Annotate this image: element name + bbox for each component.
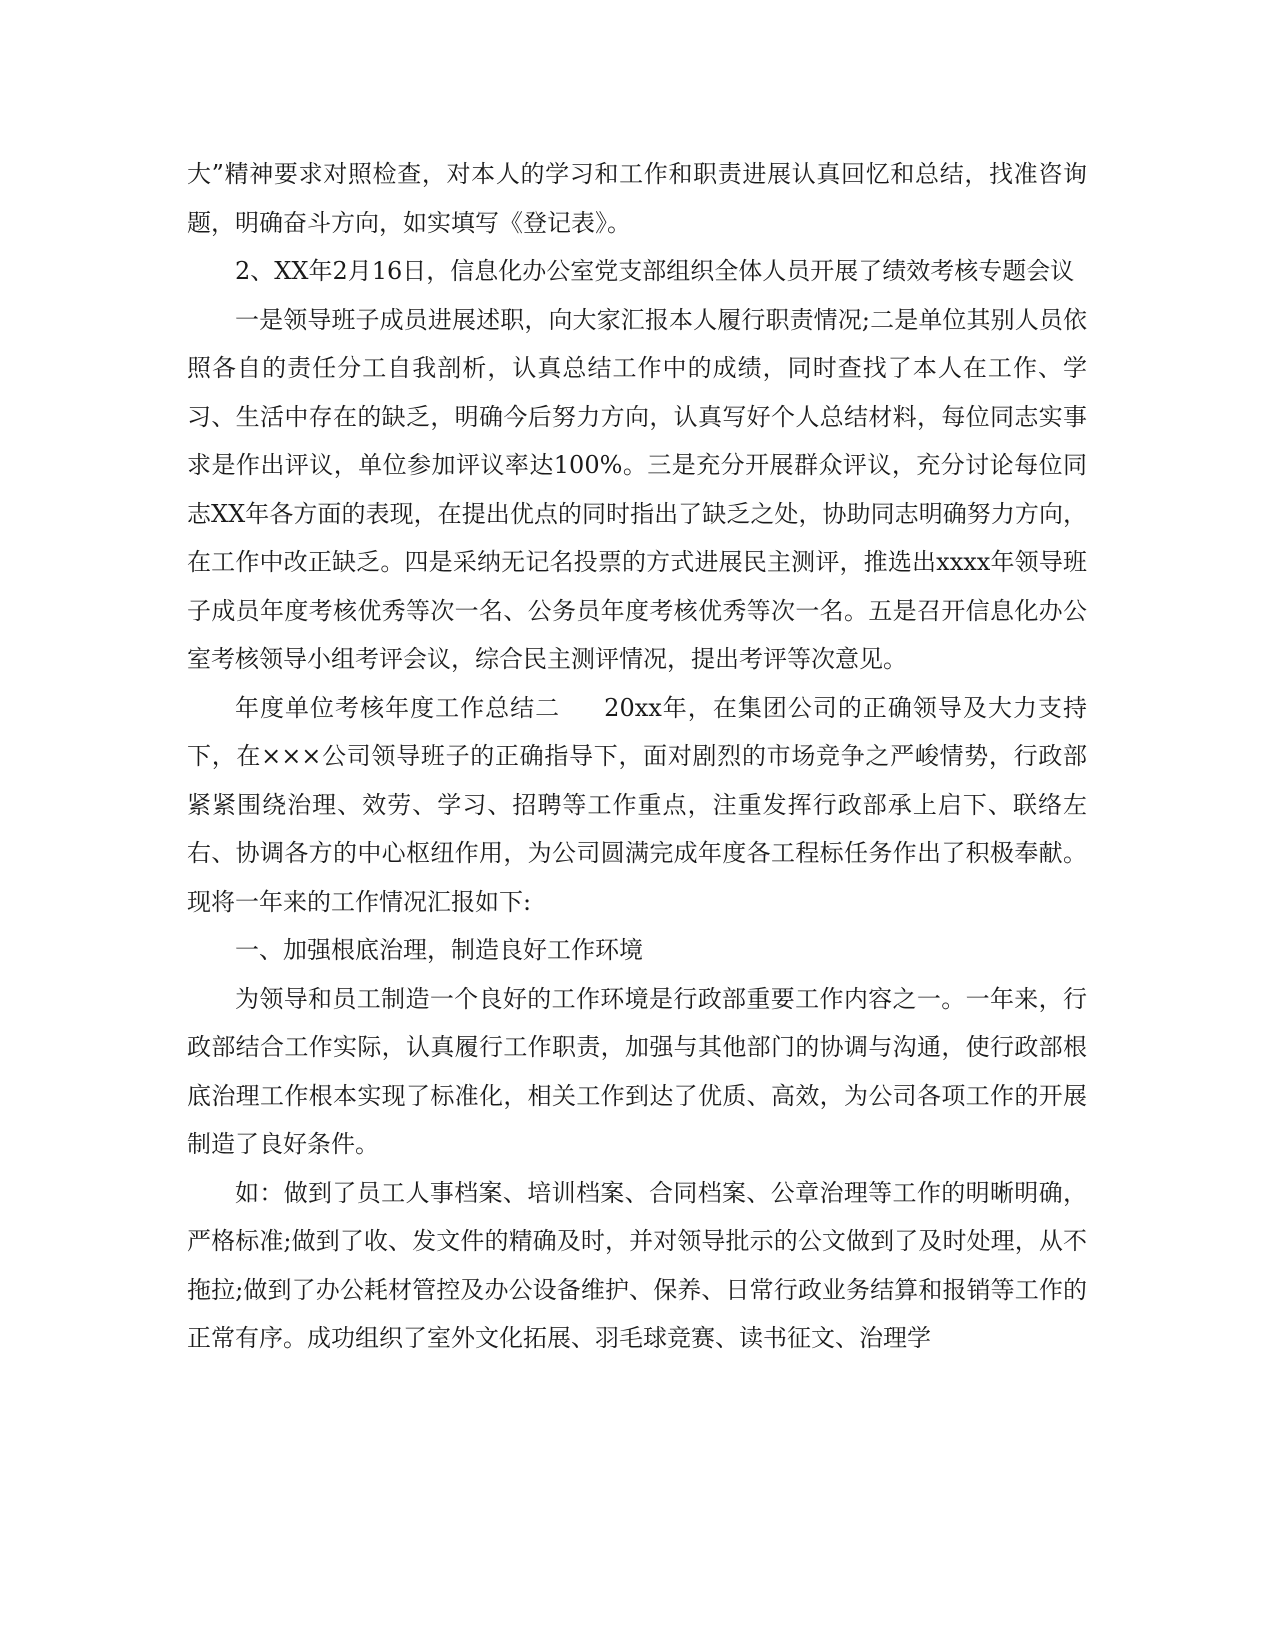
paragraph-meeting-details: 一是领导班子成员进展述职，向大家汇报本人履行职责情况;二是单位其别人员依照各自的责任分工自我剖析，认真总结工作中的成绩，同时查找了本人在工作、学习、生活中存在的缺乏，明确今后努力方向，认真写好个人总结材料，每位同志实事求是作出评议，单位参加评议率达100%。三是充分开展群众评议，充分讨论每位同志XX年各方面的表现，在提出优点的同时指出了缺乏之处，协助同志明确努力方向，在工作中改正缺乏。四是采纳无记名投票的方式进展民主测评，推选出xxxx年领导班子成员年度考核优秀等次一名、公务员年度考核优秀等次一名。五是召开信息化办公室考核领导小组考评会议，综合民主测评情况，提出考评等次意见。 — [187, 305, 1087, 673]
summary-intro-text: 20xx年，在集团公司的正确领导及大力支持下，在×××公司领导班子的正确指导下，面对剧烈的市场竞争之严峻情势，行政部紧紧围绕治理、效劳、学习、招聘等工作重点，注重发挥行政部承上启下、联络左右、协调各方的中心枢纽作用，为公司圆满完成年度各工程标任务作出了积极奉献。现将一年来的工作情况汇报如下: — [187, 693, 1088, 916]
section-heading: 一、加强根底治理，制造良好工作环境 — [235, 936, 643, 964]
paragraph-summary-intro — [187, 684, 1087, 927]
document-body — [187, 150, 1087, 1363]
summary-title: 年度单位考核年度工作总结二 — [235, 693, 561, 722]
paragraph-work-environment: 为领导和员工制造一个良好的工作环境是行政部重要工作内容之一。一年来，行政部结合工作实际，认真履行工作职责，加强与其他部门的协调与沟通，使行政部根底治理工作根本实现了标准化，相关工作到达了优质、高效，为公司各项工作的开展制造了良好条件。 — [187, 984, 1087, 1158]
paragraph-examples: 如：做到了员工人事档案、培训档案、合同档案、公章治理等工作的明晰明确，严格标准;做到了收、发文件的精确及时，并对领导批示的公文做到了及时处理，从不拖拉;做到了办公耗材管控及办公设备维护、保养、日常行政业务结算和报销等工作的正常有序。成功组织了室外文化拓展、羽毛球竞赛、读书征文、治理学 — [187, 1178, 1087, 1352]
paragraph-meeting-date: 2、XX年2月16日，信息化办公室党支部组织全体人员开展了绩效考核专题会议 — [235, 257, 1075, 285]
paragraph-continued: 大”精神要求对照检查，对本人的学习和工作和职责进展认真回忆和总结，找准咨询题，明确奋斗方向，如实填写《登记表》。 — [187, 160, 1087, 237]
